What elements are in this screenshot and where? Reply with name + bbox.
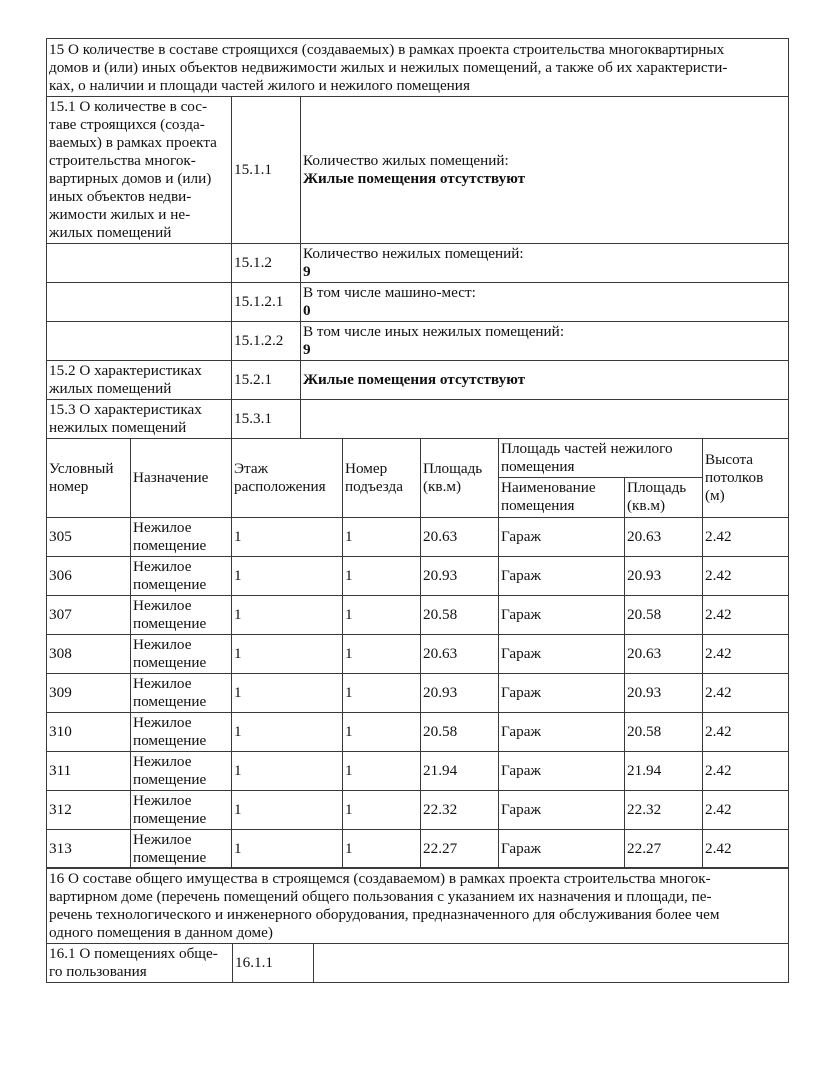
cell-area: 21.94 [421, 751, 499, 790]
cell-height: 2.42 [703, 517, 789, 556]
cell-area: 20.63 [421, 517, 499, 556]
cell-floor: 1 [232, 517, 343, 556]
header-floor: Этаж расположения [232, 438, 343, 517]
document-page [46, 38, 788, 983]
code-15-1-2: 15.1.2 [232, 244, 301, 283]
cell-area: 20.93 [421, 673, 499, 712]
header-purpose: Назначение [131, 438, 232, 517]
cell-number: 311 [47, 751, 131, 790]
header-part-name: Наименование помещения [499, 478, 625, 518]
cell-floor: 1 [232, 712, 343, 751]
cell-part-name: Гараж [499, 595, 625, 634]
row-15-3-1 [47, 400, 789, 439]
cell-entrance: 1 [343, 556, 421, 595]
cell-part-name: Гараж [499, 673, 625, 712]
row-16-1-1 [47, 944, 789, 983]
cell-area: 22.27 [421, 829, 499, 868]
cell-part-area: 20.63 [625, 634, 703, 673]
cell-entrance: 1 [343, 634, 421, 673]
header-number: Условный номер [47, 438, 131, 517]
cell-part-name: Гараж [499, 712, 625, 751]
section-15-heading-row [47, 39, 789, 97]
section-15-1-label: 15.1 О количестве в сос- таве строящихся (созда- ваемых) в рамках проекта строительства многок- вартирных домов и (или) иных объектов недви- жимости жилых и не- жилых помещений [47, 97, 232, 244]
cell-part-area: 21.94 [625, 751, 703, 790]
cell-area: 20.58 [421, 712, 499, 751]
cell-entrance: 1 [343, 790, 421, 829]
cell-part-area: 22.32 [625, 790, 703, 829]
cell-entrance: 1 [343, 751, 421, 790]
cell-purpose: Нежилое помещение [131, 790, 232, 829]
cell-height: 2.42 [703, 829, 789, 868]
value-15-1-2-2: В том числе иных нежилых помещений: 9 [301, 322, 789, 361]
premises-row [47, 556, 789, 595]
cell-height: 2.42 [703, 712, 789, 751]
cell-purpose: Нежилое помещение [131, 712, 232, 751]
premises-row [47, 595, 789, 634]
premises-row [47, 751, 789, 790]
cell-entrance: 1 [343, 712, 421, 751]
cell-part-name: Гараж [499, 517, 625, 556]
row-15-1-1 [47, 97, 789, 244]
code-16-1-1: 16.1.1 [233, 944, 314, 983]
empty-label-cell [47, 283, 232, 322]
cell-part-area: 20.93 [625, 673, 703, 712]
row-15-1-2-1 [47, 283, 789, 322]
cell-number: 305 [47, 517, 131, 556]
cell-number: 309 [47, 673, 131, 712]
cell-number: 307 [47, 595, 131, 634]
premises-table [46, 438, 789, 869]
cell-part-area: 22.27 [625, 829, 703, 868]
value-15-2-1: Жилые помещения отсутствуют [301, 361, 789, 400]
row-15-2-1 [47, 361, 789, 400]
cell-entrance: 1 [343, 517, 421, 556]
section-15-heading: 15 О количестве в составе строящихся (создаваемых) в рамках проекта строительства многоквартирных домов и (или) иных объектов недвижимости жилых и нежилых помещений, а также об их характеристи- ках, о наличии и площади частей жилого и нежилого помещения [47, 39, 789, 97]
premises-row [47, 790, 789, 829]
cell-entrance: 1 [343, 673, 421, 712]
cell-height: 2.42 [703, 595, 789, 634]
cell-number: 312 [47, 790, 131, 829]
code-15-3-1: 15.3.1 [232, 400, 301, 439]
header-entrance: Номер подъезда [343, 438, 421, 517]
premises-row [47, 712, 789, 751]
value-15-1-1: Количество жилых помещений: Жилые помещения отсутствуют [301, 97, 789, 244]
cell-floor: 1 [232, 595, 343, 634]
cell-height: 2.42 [703, 751, 789, 790]
cell-height: 2.42 [703, 634, 789, 673]
cell-entrance: 1 [343, 829, 421, 868]
code-15-1-2-1: 15.1.2.1 [232, 283, 301, 322]
section-15-table [46, 38, 789, 439]
value-15-3-1 [301, 400, 789, 439]
section-16-table [46, 867, 789, 983]
code-15-2-1: 15.2.1 [232, 361, 301, 400]
premises-row [47, 829, 789, 868]
cell-area: 22.32 [421, 790, 499, 829]
premises-header-row [47, 438, 789, 478]
cell-floor: 1 [232, 751, 343, 790]
cell-floor: 1 [232, 634, 343, 673]
cell-purpose: Нежилое помещение [131, 673, 232, 712]
cell-height: 2.42 [703, 790, 789, 829]
section-16-heading: 16 О составе общего имущества в строящемся (создаваемом) в рамках проекта строительства многок- вартирном доме (перечень помещений общего пользования с указанием их назначения и площади, пе- речень технологического и инженерного оборудования, предназначенного для обслуживания более чем одного помещения в данном доме) [47, 868, 789, 944]
cell-part-area: 20.93 [625, 556, 703, 595]
header-parts-group: Площадь частей нежилого помещения [499, 438, 703, 478]
cell-purpose: Нежилое помещение [131, 556, 232, 595]
empty-label-cell [47, 244, 232, 283]
cell-number: 310 [47, 712, 131, 751]
value-16-1-1 [314, 944, 789, 983]
value-15-1-2: Количество нежилых помещений: 9 [301, 244, 789, 283]
section-16-1-label: 16.1 О помещениях обще- го пользования [47, 944, 233, 983]
row-15-1-2 [47, 244, 789, 283]
cell-number: 308 [47, 634, 131, 673]
code-15-1-1: 15.1.1 [232, 97, 301, 244]
header-part-area: Площадь (кв.м) [625, 478, 703, 518]
cell-purpose: Нежилое помещение [131, 751, 232, 790]
premises-row [47, 634, 789, 673]
section-15-2-label: 15.2 О характеристиках жилых помещений [47, 361, 232, 400]
cell-part-name: Гараж [499, 751, 625, 790]
cell-purpose: Нежилое помещение [131, 517, 232, 556]
value-15-1-2-1: В том числе машино-мест: 0 [301, 283, 789, 322]
cell-height: 2.42 [703, 556, 789, 595]
premises-row [47, 673, 789, 712]
empty-label-cell [47, 322, 232, 361]
cell-entrance: 1 [343, 595, 421, 634]
cell-purpose: Нежилое помещение [131, 595, 232, 634]
cell-part-name: Гараж [499, 829, 625, 868]
header-height: Высота потолков (м) [703, 438, 789, 517]
section-16-heading-row [47, 868, 789, 944]
cell-area: 20.93 [421, 556, 499, 595]
cell-purpose: Нежилое помещение [131, 634, 232, 673]
cell-part-area: 20.63 [625, 517, 703, 556]
cell-purpose: Нежилое помещение [131, 829, 232, 868]
code-15-1-2-2: 15.1.2.2 [232, 322, 301, 361]
cell-floor: 1 [232, 829, 343, 868]
cell-part-area: 20.58 [625, 595, 703, 634]
cell-number: 313 [47, 829, 131, 868]
cell-floor: 1 [232, 556, 343, 595]
cell-area: 20.58 [421, 595, 499, 634]
premises-body [47, 517, 789, 868]
cell-height: 2.42 [703, 673, 789, 712]
cell-part-name: Гараж [499, 790, 625, 829]
section-15-3-label: 15.3 О характеристиках нежилых помещений [47, 400, 232, 439]
header-area: Площадь (кв.м) [421, 438, 499, 517]
cell-part-name: Гараж [499, 634, 625, 673]
cell-part-name: Гараж [499, 556, 625, 595]
premises-row [47, 517, 789, 556]
cell-area: 20.63 [421, 634, 499, 673]
cell-floor: 1 [232, 790, 343, 829]
cell-number: 306 [47, 556, 131, 595]
cell-floor: 1 [232, 673, 343, 712]
cell-part-area: 20.58 [625, 712, 703, 751]
row-15-1-2-2 [47, 322, 789, 361]
